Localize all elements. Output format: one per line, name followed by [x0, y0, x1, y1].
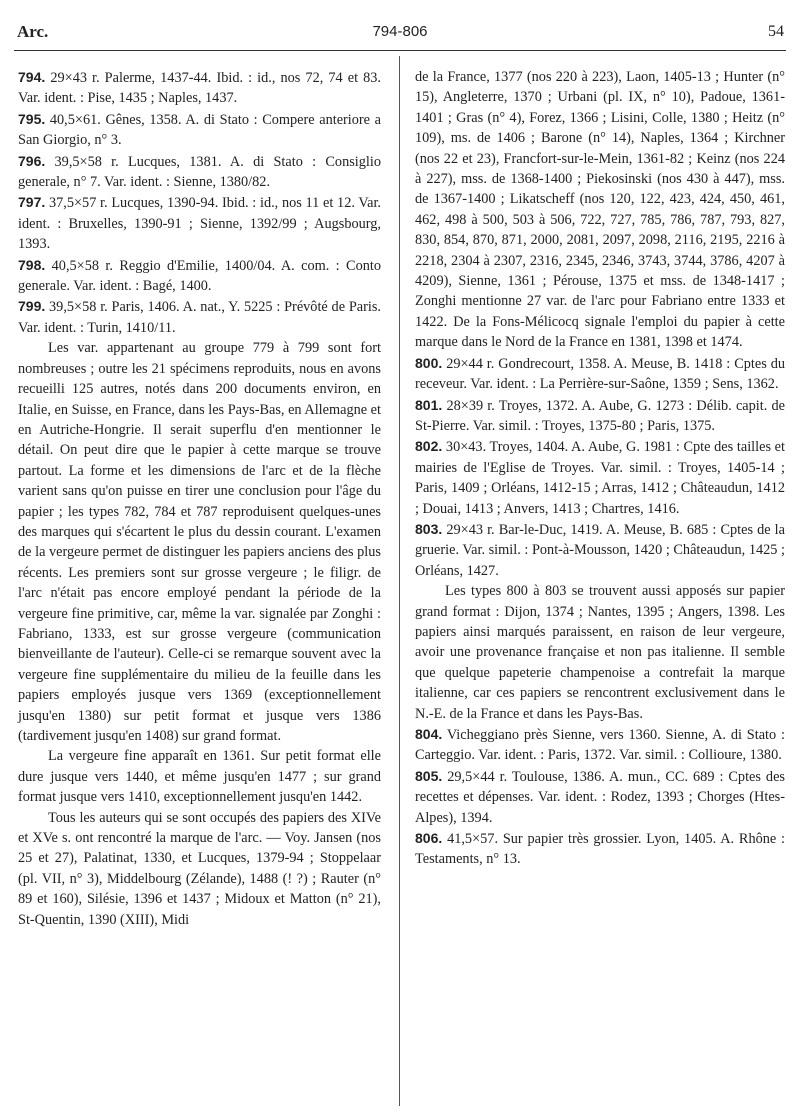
- entry-number: 799.: [18, 298, 46, 315]
- entry-number: 797.: [18, 194, 46, 211]
- header-rule: [14, 50, 786, 51]
- running-head-center: 794-806: [372, 23, 428, 40]
- entry-798: [18, 255, 381, 297]
- entry-text: 37,5×57 r. Lucques, 1390-94. Ibid. : id., nos 11 et 12. Var. ident. : Bruxelles, 1390-91 ; Sienne, 1392/99 ; Augsbourg, 1393.: [18, 195, 381, 253]
- entry-text: 40,5×61. Gênes, 1358. A. di Stato : Compere anteriore a San Giorgio, n° 3.: [18, 111, 381, 149]
- right-column: [415, 67, 785, 870]
- entry-text: 29×43 r. Palerme, 1437-44. Ibid. : id., nos 72, 74 et 83. Var. ident. : Pise, 1435 ; Naples, 1437.: [18, 70, 381, 107]
- entry-text: 39,5×58 r. Lucques, 1381. A. di Stato : Consiglio generale, n° 7. Var. ident. : Sienne, 1380/82.: [18, 153, 381, 191]
- entry-800: [415, 353, 785, 395]
- body-paragraph: La vergeure fine apparaît en 1361. Sur petit format elle dure jusque vers 1440, et même jusqu'en 1477 ; sur grand format jusque vers 1410, exceptionnellement jusqu'en 1442.: [18, 748, 381, 806]
- entry-number: 805.: [415, 767, 443, 784]
- entry-796: [18, 151, 381, 193]
- entry-797: [18, 192, 381, 254]
- entry-number: 803.: [415, 520, 443, 537]
- entry-number: 801.: [415, 396, 443, 413]
- entry-text: 41,5×57. Sur papier très grossier. Lyon, 1405. A. Rhône : Testaments, n° 13.: [415, 831, 786, 868]
- entry-number: 806.: [415, 830, 443, 847]
- body-paragraph: Tous les auteurs qui se sont occupés des papiers des XIVe et XVe s. ont rencontré la marque de l'arc. — Voy. Jansen (nos 25 et 27), Palatinat, 1330, et Lucques, 1379-94 ; Stoppelaar (pl. VII, n° 3), Middelbourg (Zélande), 1488 (! ?) ; Rauter (n° 89 et 160), Silésie, 1396 et 1437 ; Midoux et Matton (n° 21), St-Quentin, 1390 (XIII), Midi: [18, 809, 381, 928]
- entry-805: [415, 766, 785, 828]
- entry-number: 798.: [18, 256, 46, 273]
- entry-number: 804.: [415, 726, 443, 742]
- running-head-left: Arc.: [17, 22, 49, 41]
- page-number: 54: [768, 23, 784, 40]
- column-divider: [399, 56, 400, 1106]
- left-column: [18, 67, 381, 930]
- entry-804: [415, 724, 785, 766]
- entry-number: 794.: [18, 69, 46, 85]
- entry-text: 29,5×44 r. Toulouse, 1386. A. mun., CC. 689 : Cptes des recettes et dépenses. Var. ident. : Rodez, 1393 ; Chorges (Htes-Alpes), 1394.: [415, 768, 785, 826]
- entry-795: [18, 109, 381, 151]
- entry-number: 796.: [18, 152, 46, 169]
- entry-794: [18, 67, 381, 109]
- entry-number: 802.: [415, 438, 443, 455]
- entry-801: [415, 395, 785, 437]
- entry-number: 800.: [415, 354, 443, 371]
- entry-799: [18, 296, 381, 338]
- entry-806: [415, 828, 785, 870]
- entry-802: [415, 436, 785, 519]
- entry-text: 40,5×58 r. Reggio d'Emilie, 1400/04. A. com. : Conto generale. Var. ident. : Bagé, 1400.: [18, 257, 381, 295]
- entry-text: 29×43 r. Bar-le-Duc, 1419. A. Meuse, B. 685 : Cptes de la gruerie. Var. simil. : Pont-à-Mousson, 1420 ; Châteaudun, 1425 ; Orléans, 1427.: [415, 521, 785, 579]
- body-paragraph: Les types 800 à 803 se trouvent aussi apposés sur papier grand format : Dijon, 1374 ; Nantes, 1395 ; Angers, 1398. Les papiers ainsi marqués paraissent, en raison de leur vergeure, avoir une provenance française et non pas italienne. Il semble que quelque papeterie champenoise a contrefait la marque italienne, car ces papiers se rencontrent exclusivement dans le N.-E. de la France et dans les Pays-Bas.: [415, 583, 785, 722]
- entry-803: [415, 519, 785, 581]
- body-paragraph: Les var. appartenant au groupe 779 à 799 sont fort nombreuses ; outre les 21 spécimens reproduits, nous en avons recueilli 125 autres, notés dans 200 documents environ, en Italie, en Suisse, en France, dans les Pays-Bas, en Allemagne et en Autriche-Hongrie. Il serait superflu d'en mentionner le détail. On peut dire que le papier à cette marque se trouve partout. La forme et les dimensions de l'arc et de la flèche varient sans qu'on puisse en tirer une conclusion pour l'âge du papier ; les types 782, 784 et 787 reproduisent quelques-unes des marques qui s'écartent le plus du dessin courant. L'examen de la vergeure permet de distinguer les papiers anciens des plus récents. Les premiers sont sur grosse vergeure ; le filigr. de l'arc n'était pas encore employé pendant la période de la vergeure fine primitive, car, même la var. signalée par Zonghi : Fabriano, 1333, est sur grosse vergeure (communication bienveillante de l'auteur). Celle-ci se remarque souvent avec la vergeure fine supplémentaire du milieu de la feuille dans les papiers employés jusque vers 1369 (exceptionnellement jusqu'en 1380) sur petit format et jusque vers 1386 (tardivement jusqu'en 1408) sur grand format.: [18, 340, 381, 744]
- entry-text: Vicheggiano près Sienne, vers 1360. Sienne, A. di Stato : Carteggio. Var. ident. : Paris, 1372. Var. simil. : Collioure, 1380.: [415, 727, 785, 764]
- continued-paragraph: de la France, 1377 (nos 220 à 223), Laon, 1405-13 ; Hunter (n° 15), Angleterre, 1370 ; Urbani (pl. IX, n° 10), Padoue, 1361-1401 ; Gras (n° 4), Forez, 1366 ; Lisini, Colle, 1380 ; Heitz (n° 109), ms. de 1406 ; Barone (n° 14), Naples, 1364 ; Kirchner (nos 22 et 23), Francfort-sur-le-Mein, 1361-82 ; Keinz (nos 224 à 227), mss. de 1368-1400 ; Piekosinski (nos 430 à 447), mss. de 1367-1400 ; Likatscheff (nos 120, 122, 423, 424, 450, 461, 462, 498 à 500, 503 à 506, 722, 727, 785, 786, 787, 793, 827, 830, 854, 870, 871, 2000, 2081, 2097, 2098, 2116, 2195, 2216 à 2218, 2304 à 2307, 2316, 2345, 2346, 3743, 3744, 3786, 4207 à 4209), Sienne, 1361 ; Pérouse, 1375 et mss. de 1348-1417 ; Zonghi mentionne 27 var. de l'arc pour Fabriano entre 1333 et 1422. De la Fons-Mélicocq signale l'emploi du papier à cette marque dans le Nord de la France en 1381, 1398 et 1474.: [415, 69, 785, 351]
- entry-text: 39,5×58 r. Paris, 1406. A. nat., Y. 5225 : Prévôté de Paris. Var. ident. : Turin, 1410/11.: [18, 299, 381, 336]
- entry-text: 30×43. Troyes, 1404. A. Aube, G. 1981 : Cpte des tailles et mairies de l'Eglise de Troyes. Var. simil. : Troyes, 1405-14 ; Paris, 1409 ; Orléans, 1412-15 ; Arras, 1412 ; Châteaudun, 1412 ; Douai, 1413 ; Anvers, 1413 ; Chartres, 1416.: [415, 439, 786, 517]
- entry-text: 28×39 r. Troyes, 1372. A. Aube, G. 1273 : Délib. capit. de St-Pierre. Var. simil. : Troyes, 1375-80 ; Paris, 1375.: [415, 397, 786, 434]
- entry-text: 29×44 r. Gondrecourt, 1358. A. Meuse, B. 1418 : Cptes du receveur. Var. ident. : La Perrière-sur-Saône, 1359 ; Sens, 1362.: [415, 355, 786, 393]
- entry-number: 795.: [18, 110, 46, 127]
